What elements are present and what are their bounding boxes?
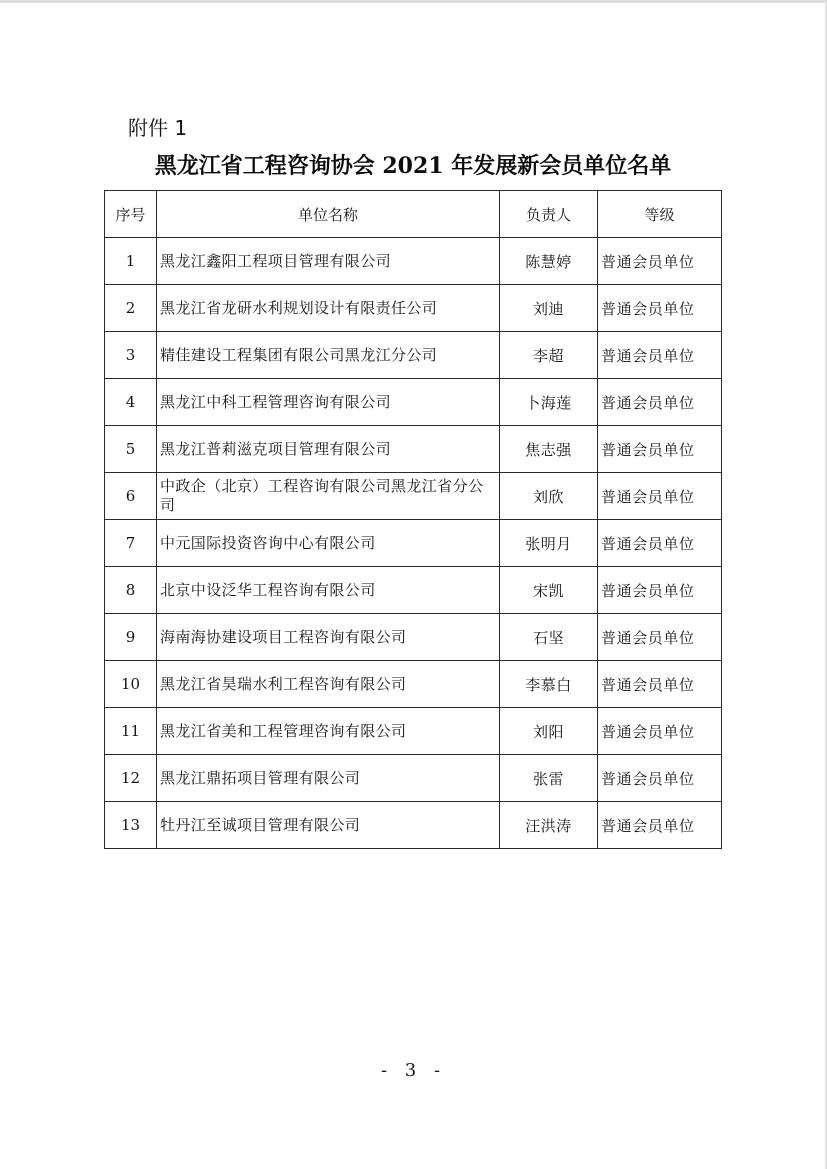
row-unit-name: 黑龙江鼎拓项目管理有限公司 [157, 755, 500, 802]
row-unit-name: 黑龙江鑫阳工程项目管理有限公司 [157, 238, 500, 285]
table-row [105, 285, 722, 332]
table-row [105, 379, 722, 426]
scan-edge-top [0, 0, 827, 3]
row-index: 12 [105, 755, 157, 802]
row-index: 11 [105, 708, 157, 755]
page-number: - 3 - [380, 1060, 447, 1081]
table-body [105, 238, 722, 849]
row-index: 5 [105, 426, 157, 473]
row-level: 普通会员单位 [598, 285, 722, 332]
table-row [105, 473, 722, 520]
row-level: 普通会员单位 [598, 426, 722, 473]
row-index: 4 [105, 379, 157, 426]
row-unit-name: 黑龙江省龙研水利规划设计有限责任公司 [157, 285, 500, 332]
row-unit-name: 北京中设泛华工程咨询有限公司 [157, 567, 500, 614]
table-header-row [105, 191, 722, 238]
row-unit-name: 海南海协建设项目工程咨询有限公司 [157, 614, 500, 661]
table-row [105, 567, 722, 614]
row-person-in-charge: 石坚 [500, 614, 598, 661]
row-person-in-charge: 卜海莲 [500, 379, 598, 426]
member-table [104, 190, 722, 849]
table-row [105, 708, 722, 755]
row-person-in-charge: 刘阳 [500, 708, 598, 755]
row-unit-name: 中政企（北京）工程咨询有限公司黑龙江省分公司 [157, 473, 500, 520]
row-level: 普通会员单位 [598, 567, 722, 614]
row-index: 2 [105, 285, 157, 332]
row-index: 3 [105, 332, 157, 379]
document-title: 黑龙江省工程咨询协会 2021 年发展新会员单位名单 [154, 153, 672, 179]
row-person-in-charge: 汪洪涛 [500, 802, 598, 849]
table-row [105, 755, 722, 802]
row-index: 9 [105, 614, 157, 661]
row-person-in-charge: 张雷 [500, 755, 598, 802]
row-index: 10 [105, 661, 157, 708]
table-row [105, 238, 722, 285]
row-unit-name: 黑龙江省昊瑞水利工程咨询有限公司 [157, 661, 500, 708]
header-index: 序号 [105, 191, 157, 238]
row-person-in-charge: 李超 [500, 332, 598, 379]
row-level: 普通会员单位 [598, 379, 722, 426]
row-person-in-charge: 刘欣 [500, 473, 598, 520]
row-level: 普通会员单位 [598, 661, 722, 708]
attachment-label: 附件 1 [128, 116, 188, 140]
table-row [105, 520, 722, 567]
table-row [105, 661, 722, 708]
table-row [105, 802, 722, 849]
row-unit-name: 中元国际投资咨询中心有限公司 [157, 520, 500, 567]
row-unit-name: 黑龙江中科工程管理咨询有限公司 [157, 379, 500, 426]
row-unit-name: 黑龙江普莉滋克项目管理有限公司 [157, 426, 500, 473]
row-person-in-charge: 陈慧婷 [500, 238, 598, 285]
row-person-in-charge: 宋凯 [500, 567, 598, 614]
table-row [105, 332, 722, 379]
table-row [105, 426, 722, 473]
header-person-in-charge: 负责人 [500, 191, 598, 238]
row-level: 普通会员单位 [598, 473, 722, 520]
row-index: 8 [105, 567, 157, 614]
row-unit-name: 精佳建设工程集团有限公司黑龙江分公司 [157, 332, 500, 379]
row-person-in-charge: 刘迪 [500, 285, 598, 332]
header-level: 等级 [598, 191, 722, 238]
row-level: 普通会员单位 [598, 238, 722, 285]
table-row [105, 614, 722, 661]
row-level: 普通会员单位 [598, 708, 722, 755]
row-unit-name: 黑龙江省美和工程管理咨询有限公司 [157, 708, 500, 755]
header-unit-name: 单位名称 [157, 191, 500, 238]
row-person-in-charge: 张明月 [500, 520, 598, 567]
row-index: 13 [105, 802, 157, 849]
row-level: 普通会员单位 [598, 755, 722, 802]
row-person-in-charge: 李慕白 [500, 661, 598, 708]
row-level: 普通会员单位 [598, 802, 722, 849]
row-person-in-charge: 焦志强 [500, 426, 598, 473]
row-level: 普通会员单位 [598, 614, 722, 661]
row-level: 普通会员单位 [598, 332, 722, 379]
row-index: 1 [105, 238, 157, 285]
row-level: 普通会员单位 [598, 520, 722, 567]
row-index: 6 [105, 473, 157, 520]
row-index: 7 [105, 520, 157, 567]
row-unit-name: 牡丹江至诚项目管理有限公司 [157, 802, 500, 849]
